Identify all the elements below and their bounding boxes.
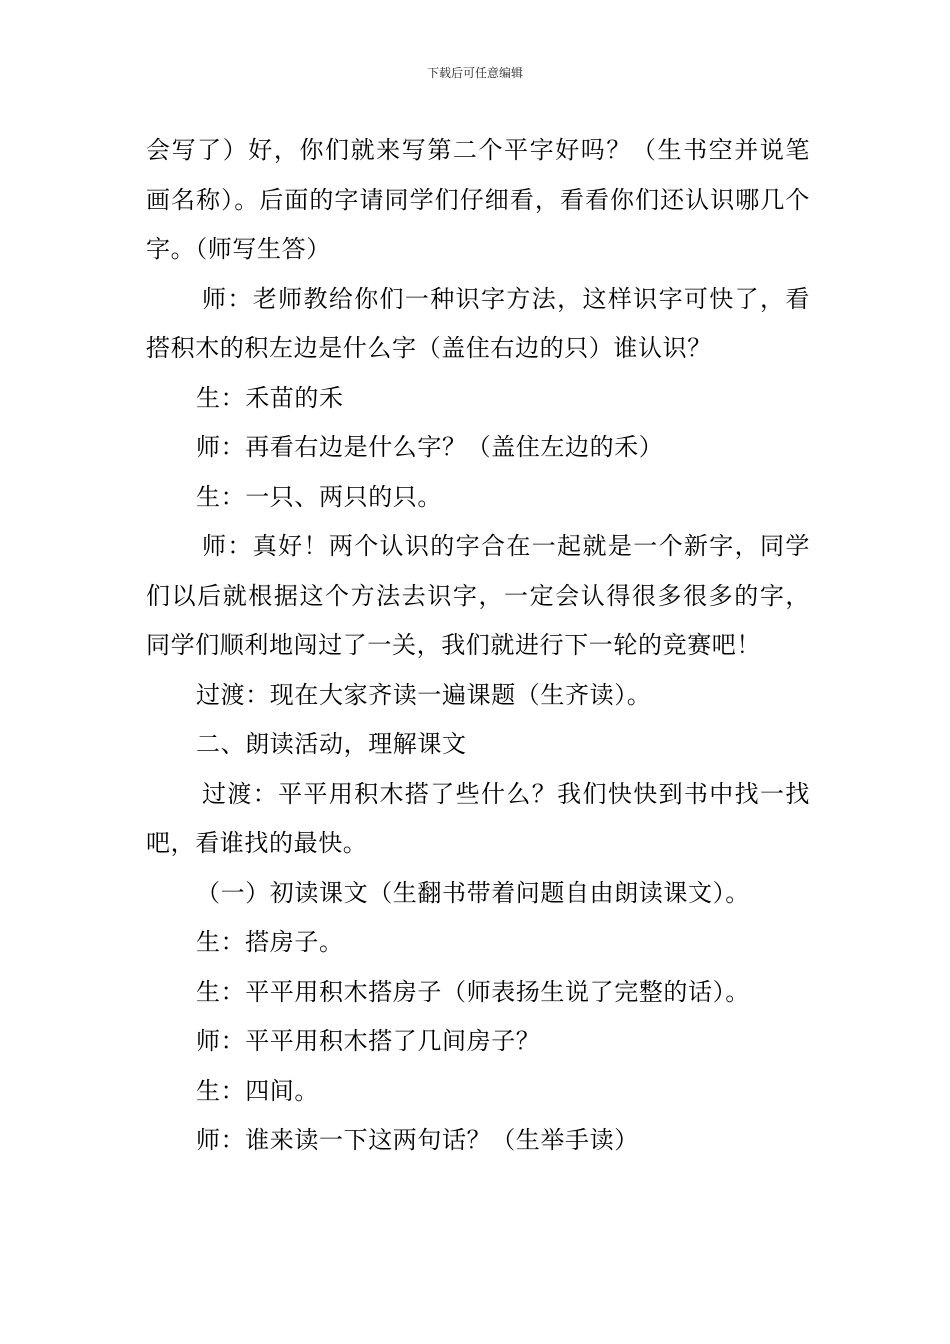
paragraph-5: 生：一只、两只的只。 [196, 482, 442, 511]
paragraph-12: 生：平平用积木搭房子（师表扬生说了完整的话）。 [196, 977, 750, 1006]
paragraph-6: 师：真好！两个认识的字合在一起就是一个新字，同学们以后就根据这个方法去识字，一定会认得很多很多的字，同学们顺利地闯过了一关，我们就进行下一轮的竞赛吧！ [146, 532, 810, 659]
paragraph-15: 师：谁来读一下这两句话？（生举手读） [196, 1126, 639, 1154]
document-body [146, 126, 810, 1166]
paragraph-11: 生：搭房子。 [196, 928, 344, 956]
paragraph-10: （一）初读课文（生翻书带着问题自由朗读课文）。 [196, 878, 750, 907]
paragraph-3: 生：禾苗的禾 [196, 383, 344, 412]
paragraph-4: 师：再看右边是什么字？（盖住左边的禾） [196, 433, 664, 461]
paragraph-13: 师：平平用积木搭了几间房子？ [196, 1027, 541, 1055]
page-header-note: 下载后可任意编辑 [426, 66, 523, 80]
paragraph-8: 二、朗读活动，理解课文 [196, 730, 467, 758]
paragraph-2: 师：老师教给你们一种识字方法，这样识字可快了，看搭积木的积左边是什么字（盖住右边的只）谁认识？ [146, 284, 810, 362]
paragraph-14: 生：四间。 [196, 1076, 319, 1105]
paragraph-1: 会写了）好，你们就来写第二个平字好吗？（生书空并说笔画名称）。后面的字请同学们仔细看，看看你们还认识哪几个字。（师写生答） [146, 136, 810, 263]
paragraph-7: 过渡：现在大家齐读一遍课题（生齐读）。 [196, 680, 652, 709]
paragraph-9: 过渡：平平用积木搭了些什么？我们快快到书中找一找吧，看谁找的最快。 [146, 779, 810, 857]
